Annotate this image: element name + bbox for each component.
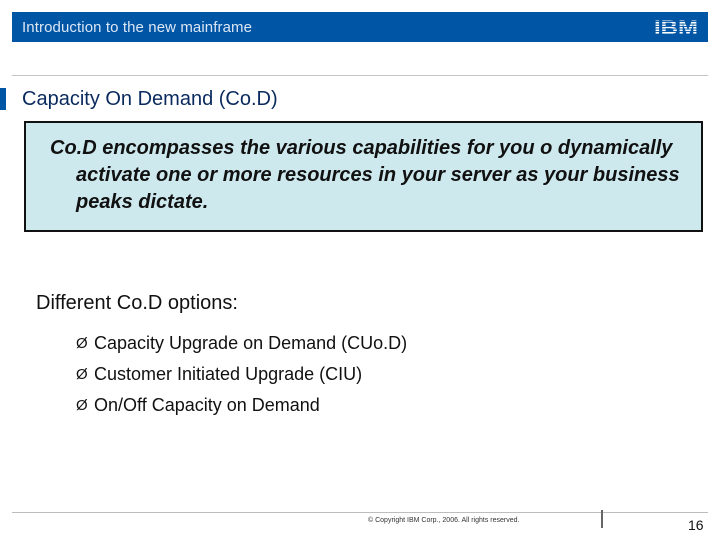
footer-separator (601, 510, 603, 528)
option-label: Customer Initiated Upgrade (CIU) (94, 364, 363, 384)
title-divider (12, 75, 708, 76)
copyright-notice: © Copyright IBM Corp., 2006. All rights reserved. (368, 517, 520, 524)
list-item (76, 359, 407, 390)
option-label: Capacity Upgrade on Demand (CUo.D) (94, 333, 408, 353)
list-item (76, 328, 407, 359)
footer-divider (12, 512, 708, 513)
arrow-bullet-icon: Ø (76, 397, 88, 414)
list-item (76, 390, 407, 421)
header-bar (12, 12, 708, 42)
options-list (76, 328, 407, 421)
callout-text: Co.D encompasses the various capabilities for you o dynamically activate one or more resources in your server as your business peaks dictate. (50, 137, 680, 213)
definition-callout (24, 121, 703, 232)
ibm-logo-icon (653, 17, 699, 37)
options-heading: Different Co.D options: (36, 292, 238, 314)
arrow-bullet-icon: Ø (76, 335, 88, 352)
presentation-title: Introduction to the new mainframe (22, 19, 253, 36)
arrow-bullet-icon: Ø (76, 366, 88, 383)
page-number: 16 (688, 517, 704, 533)
option-label: On/Off Capacity on Demand (94, 395, 320, 415)
title-accent-bar (0, 88, 6, 110)
slide-title: Capacity On Demand (Co.D) (22, 88, 278, 110)
